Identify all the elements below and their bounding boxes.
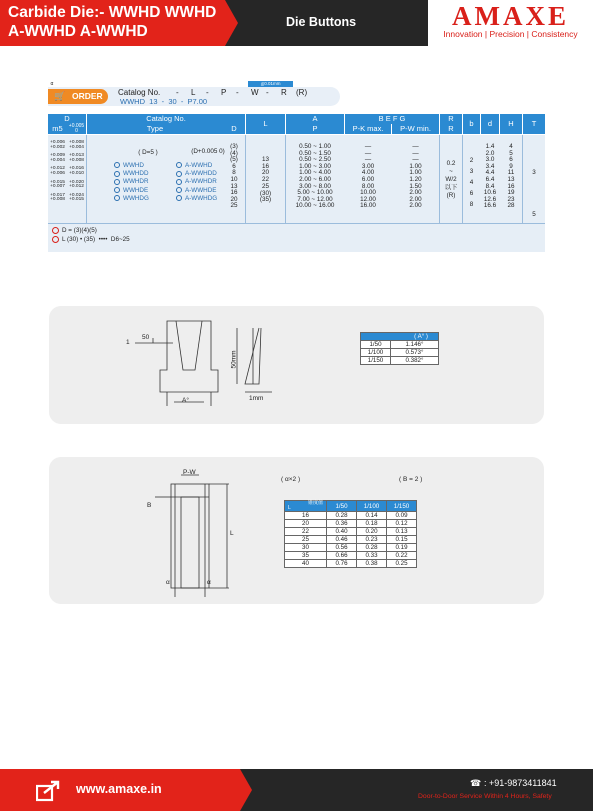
H-value: 5	[509, 149, 513, 157]
P-value: 3.00 ~ 8.00	[299, 182, 331, 190]
code-letter: -	[176, 88, 179, 97]
small-mark: α	[50, 81, 54, 87]
m5-tolerance: +0.006 +0.002	[50, 140, 65, 150]
col-PK-header: P-K max.	[345, 124, 391, 134]
P-value: 1.00 ~ 3.00	[299, 162, 331, 170]
tol-value: +0.016 +0.010	[69, 166, 84, 176]
taper-table-cell: 20	[285, 520, 327, 528]
footer-tagline: Door-to-Door Service Within 4 Hours, Safety	[418, 793, 552, 800]
type-item-left	[114, 170, 174, 178]
R-value: 0.2	[446, 160, 456, 167]
PW-value: —	[412, 156, 419, 164]
taper-table-cell: 0.12	[387, 520, 417, 528]
catalog-example: WWHD 13 - 30 - P7.00	[120, 97, 208, 106]
label-1: 1	[126, 339, 130, 346]
col-A-circle: A	[286, 114, 344, 124]
D-value: 20	[230, 195, 238, 203]
page-subtitle: Die Buttons	[286, 15, 357, 29]
taper-table-cell: 0.09	[387, 512, 417, 520]
H-values	[500, 144, 522, 210]
PW-value: 1.00	[409, 169, 422, 177]
P-value: 0.50 ~ 1.50	[299, 149, 331, 157]
H-value: 13	[507, 175, 515, 183]
m5-tolerance: +0.009 +0.004	[50, 153, 65, 163]
angle-table-cell: 0.382°	[391, 357, 439, 365]
angle-table-cell: 1.146°	[391, 341, 439, 349]
col-tol-header: +0.005 0	[68, 123, 85, 134]
type-label: A-WWHD	[185, 162, 213, 169]
taper-table-cell: 0.76	[327, 560, 357, 568]
R-value: W/2	[445, 176, 457, 183]
b-value: 6	[469, 190, 474, 197]
D-value: 13	[230, 182, 238, 190]
PW-value: 2.00	[409, 189, 422, 197]
footer-phone[interactable]: : +91-9873411841	[484, 778, 557, 788]
taper-table-cell: 30	[285, 544, 327, 552]
type-note-right: (D+0.005 0)	[191, 148, 225, 155]
taper-table-cell: 0.36	[327, 520, 357, 528]
T-value: 5	[532, 211, 536, 218]
PK-value: —	[364, 149, 372, 157]
b-value: 8	[469, 201, 474, 208]
m5-tolerance: +0.015 +0.007	[50, 179, 65, 190]
PK-value: —	[364, 156, 372, 164]
note-1: D = (3)(4)(5)	[62, 227, 97, 234]
H-value: 28	[507, 202, 515, 210]
type-item-left	[114, 195, 174, 203]
label-L: L	[230, 530, 234, 537]
R-values	[440, 160, 462, 200]
col-b-header: b	[463, 114, 480, 134]
note-marker-icon	[52, 227, 59, 234]
taper-table-row	[285, 552, 417, 560]
PW-value: 1.50	[409, 182, 422, 190]
label-A-angle: A°	[182, 397, 189, 404]
amaxe-logo[interactable]	[428, 0, 593, 46]
type-label: WWHDE	[123, 186, 149, 194]
angle-table-row	[361, 349, 439, 357]
type-item-left	[114, 178, 174, 186]
divider	[86, 135, 87, 223]
type-label: WWHD	[123, 162, 144, 169]
PW-value: 2.00	[409, 195, 422, 203]
logo-wordmark: AMAXE	[452, 1, 569, 31]
d-value: 3.0	[485, 156, 495, 164]
note-2: L (30) • (35) •••• D6~25	[62, 236, 130, 243]
R-value: ~	[449, 168, 453, 175]
col-T-header: T	[523, 114, 545, 134]
taper-corner-cell	[285, 501, 327, 512]
type-item-left	[114, 187, 174, 195]
angle-table-body	[361, 341, 439, 365]
corner-label: 锥度值	[307, 500, 323, 506]
taper-table-cell: 0.13	[387, 528, 417, 536]
taper-column-header: 1/50	[327, 501, 357, 512]
note-alpha: ( α×2 )	[281, 476, 301, 483]
H-value: 11	[507, 169, 515, 177]
type-marker-icon	[176, 171, 182, 177]
col-P-header: P	[286, 124, 344, 134]
type-marker-icon	[176, 179, 182, 185]
taper-table-cell: 0.25	[387, 560, 417, 568]
taper-table-cell: 0.18	[357, 520, 387, 528]
P-value: 10.00 ~ 16.00	[295, 202, 335, 210]
angle-table-row	[361, 357, 439, 365]
col-type-header: Type	[87, 124, 223, 134]
label-alpha-right: α	[207, 579, 211, 586]
taper-table-cell: 40	[285, 560, 327, 568]
PW-value: —	[412, 143, 419, 150]
col-d-header: D	[223, 124, 245, 134]
L-value: 16	[261, 162, 269, 170]
L-value: (35)	[259, 196, 272, 204]
taper-table-cell: 0.28	[357, 544, 387, 552]
code-letter: L	[191, 88, 196, 97]
external-link-icon	[36, 780, 62, 802]
taper-table-cell: 0.20	[357, 528, 387, 536]
footer-url-link[interactable]: www.amaxe.in	[76, 782, 162, 796]
angle-table-cell: 0.573°	[391, 349, 439, 357]
note-B: ( B = 2 )	[399, 476, 423, 483]
col-dd-header: d	[481, 114, 499, 134]
d-value: 12.6	[483, 195, 497, 203]
col-m5-header: m5	[48, 124, 67, 134]
taper-table-row	[285, 544, 417, 552]
PW-value: 1.20	[409, 175, 422, 183]
type-note-left: ( D=5 )	[138, 149, 158, 156]
col-L-header: L	[246, 114, 285, 134]
taper-diagram-card	[49, 457, 544, 604]
D-value: 16	[230, 189, 238, 197]
col-catalogno-header: Catalog No.	[87, 114, 245, 124]
taper-table-row	[285, 536, 417, 544]
PK-value: 8.00	[361, 182, 375, 190]
tol-value: +0.020 +0.012	[69, 179, 84, 190]
m5-tolerance: +0.017 +0.008	[50, 192, 65, 203]
col-D-header: D	[48, 114, 86, 124]
PK-value: 6.00	[361, 175, 375, 183]
taper-table-cell: 0.22	[387, 552, 417, 560]
H-value: 23	[507, 195, 515, 203]
PW-value: 2.00	[409, 202, 422, 210]
taper-table-row	[285, 560, 417, 568]
taper-table-cell: 35	[285, 552, 327, 560]
code-letter: -	[206, 88, 209, 97]
D-value: (3)	[230, 143, 238, 150]
d-values	[481, 144, 499, 210]
angle-table-header: ( A° )	[361, 333, 439, 341]
die-section-drawing	[49, 306, 544, 424]
taper-header-row	[285, 501, 417, 512]
d-value: 16.6	[483, 202, 497, 210]
D-value: 25	[230, 202, 238, 210]
PK-value: 16.00	[360, 202, 376, 210]
P-values	[286, 144, 344, 210]
catalog-no-label: Catalog No.	[118, 88, 161, 97]
label-alpha-left: α	[166, 579, 170, 586]
taper-table-header	[285, 501, 417, 512]
code-letter: -	[266, 88, 269, 97]
taper-table-cell: 16	[285, 512, 327, 520]
L-value: 20	[261, 169, 269, 177]
code-letter: -	[236, 88, 239, 97]
PK-value: —	[364, 143, 372, 150]
tol-value: +0.008 +0.004	[69, 140, 84, 150]
d-value: 2.0	[485, 149, 495, 157]
page-title: Carbide Die:- WWHD WWHD A-WWHD A-WWHD	[8, 4, 217, 40]
L-value: 22	[261, 176, 269, 184]
taper-table	[284, 500, 417, 568]
P-value: 0.50 ~ 2.50	[299, 156, 331, 164]
taper-table-cell: 0.56	[327, 544, 357, 552]
angle-diagram-card	[49, 306, 544, 424]
taper-table-cell: 0.15	[387, 536, 417, 544]
d-value: 1.4	[485, 143, 495, 150]
L-value: (30)	[259, 189, 272, 197]
taper-table-cell: 25	[285, 536, 327, 544]
PK-values	[345, 144, 391, 210]
type-marker-icon	[114, 179, 120, 185]
cart-icon: 🛒	[54, 91, 66, 101]
type-label: WWHDG	[123, 194, 149, 202]
col-PW-header: P-W min.	[392, 124, 439, 134]
H-value: 19	[507, 189, 515, 197]
type-label: WWHDR	[123, 178, 149, 186]
taper-table-row	[285, 528, 417, 536]
corner-L-label: L	[288, 505, 291, 511]
code-letter: W	[251, 88, 259, 97]
T-values	[523, 152, 545, 236]
D-value: (4)	[230, 149, 238, 157]
col-R-circle: R	[440, 114, 462, 124]
P-value: 5.00 ~ 10.00	[297, 189, 333, 197]
taper-table-cell: 0.66	[327, 552, 357, 560]
header-bar	[0, 0, 593, 46]
D-value: 8	[232, 169, 236, 177]
taper-table-cell: 0.40	[327, 528, 357, 536]
angle-table	[360, 332, 439, 365]
label-B: B	[147, 502, 152, 509]
phone-icon: ☎	[470, 778, 482, 788]
PW-value: 1.00	[409, 162, 422, 170]
PK-value: 12.00	[360, 195, 376, 203]
tol-005-values	[67, 141, 86, 207]
taper-table-cell: 0.33	[357, 552, 387, 560]
d-value: 4.4	[485, 169, 495, 177]
type-marker-icon	[176, 195, 182, 201]
note-marker-icon	[52, 236, 59, 243]
taper-table-body	[285, 512, 417, 568]
taper-table-cell: 0.46	[327, 536, 357, 544]
type-marker-icon	[114, 187, 120, 193]
b-value: 4	[469, 179, 474, 186]
tol-value: +0.024 +0.015	[69, 192, 84, 203]
code-letter: P	[221, 88, 227, 97]
label-1mm: 1mm	[249, 395, 264, 402]
angle-table-cell: 1/150	[361, 357, 391, 365]
PK-value: 10.00	[360, 189, 376, 197]
H-value: 9	[509, 162, 513, 170]
PW-values	[392, 144, 439, 210]
tol-value: +0.013 +0.008	[69, 153, 84, 163]
angle-table-cell: 1/50	[361, 341, 391, 349]
D-values	[223, 144, 245, 210]
label-PW: P-W	[183, 469, 196, 476]
taper-table-row	[285, 520, 417, 528]
type-marker-icon	[114, 171, 120, 177]
L-value: 25	[261, 182, 269, 190]
PK-value: 3.00	[361, 162, 375, 170]
P-value: 0.50 ~ 1.00	[299, 143, 331, 150]
D-value: 10	[230, 175, 238, 183]
code-letter: (R)	[296, 88, 308, 97]
T-value: 3	[532, 169, 536, 176]
d-value: 3.4	[485, 162, 495, 170]
taper-table-cell: 22	[285, 528, 327, 536]
taper-table-cell: 0.23	[357, 536, 387, 544]
angle-table-cell: 1/100	[361, 349, 391, 357]
D-value: (5)	[230, 156, 238, 164]
H-value: 6	[509, 156, 513, 164]
type-label: WWHDD	[123, 170, 149, 178]
H-value: 4	[509, 143, 513, 150]
angle-table-row	[361, 341, 439, 349]
type-label: A-WWHDG	[185, 194, 218, 202]
type-marker-icon	[176, 187, 182, 193]
P-value: 1.00 ~ 4.00	[299, 169, 331, 177]
footer-bar	[0, 769, 593, 811]
label-50mm: 50mm	[230, 350, 238, 369]
d-value: 6.4	[485, 175, 495, 183]
m5-tolerance: +0.012 +0.006	[50, 166, 65, 176]
d-value: 8.4	[485, 182, 495, 190]
taper-table-cell: 0.28	[327, 512, 357, 520]
type-label: A-WWHDD	[185, 170, 217, 178]
code-letter: R	[281, 88, 287, 97]
type-marker-icon	[176, 162, 182, 168]
type-label: A-WWHDE	[185, 186, 217, 194]
b-value: 2	[469, 157, 474, 164]
col-BEFG-header: B E F G	[345, 114, 439, 124]
col-R-header: R	[440, 124, 462, 134]
P-value: 2.00 ~ 6.00	[299, 175, 331, 183]
R-value: (R)	[446, 192, 456, 199]
P-value: 7.00 ~ 12.00	[297, 195, 333, 203]
types-left	[114, 162, 174, 203]
catalog-table	[48, 81, 545, 252]
taper-column-header: 1/100	[357, 501, 387, 512]
taper-column-header: 1/150	[387, 501, 417, 512]
logo-tagline: Innovation | Precision | Consistency	[443, 29, 578, 39]
divider	[48, 223, 545, 224]
taper-table-cell: 0.14	[357, 512, 387, 520]
label-50: 50	[142, 334, 150, 341]
b-values	[463, 155, 480, 210]
PW-value: —	[412, 149, 419, 157]
taper-table-row	[285, 512, 417, 520]
b-value: 3	[469, 168, 474, 175]
type-marker-icon	[114, 162, 120, 168]
taper-table-cell: 0.19	[387, 544, 417, 552]
d-value: 10.6	[483, 189, 497, 197]
order-label: ORDER	[72, 91, 103, 101]
R-value: 以下	[444, 184, 458, 191]
type-item-left	[114, 162, 174, 170]
type-marker-icon	[114, 195, 120, 201]
H-value: 16	[507, 182, 515, 190]
tolerance-note: ≦0.01mm	[248, 81, 293, 87]
type-label: A-WWHDR	[185, 178, 217, 186]
m5-tolerances	[48, 141, 67, 207]
taper-table-cell: 0.38	[357, 560, 387, 568]
D-value: 6	[232, 162, 236, 170]
PK-value: 4.00	[361, 169, 375, 177]
L-value: 13	[261, 156, 269, 163]
L-values	[246, 157, 285, 204]
col-H-header: H	[500, 114, 522, 134]
